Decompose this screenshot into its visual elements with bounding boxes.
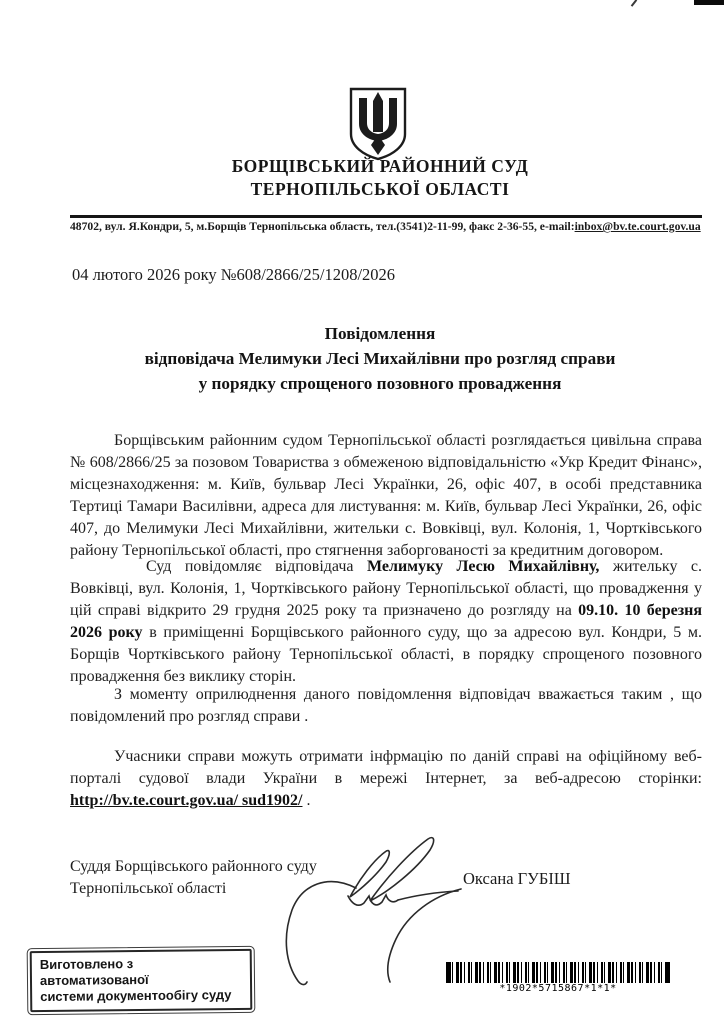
judge-name: Оксана ГУБІШ xyxy=(463,869,571,888)
barcode-text: *1902*5715867*1*1* xyxy=(499,983,617,994)
title-line1: Повідомлення xyxy=(324,324,436,343)
paragraph-notification-statement: З моменту оприлюднення даного повідомлення відповідач вважається таким , що повідомлений про розгляд справи . xyxy=(70,686,702,725)
scan-artifact-corner xyxy=(694,0,724,5)
header-divider-rule xyxy=(70,215,702,218)
court-name-line2: ТЕРНОПІЛЬСЬКОЇ ОБЛАСТІ xyxy=(250,179,510,199)
portal-url-part1: http://bv.te.court.gov.ua/ xyxy=(70,792,239,809)
p2-text-3: в приміщенні Борщівського районного суду, що за адресою вул. Кондри, 5 м. Борщів Чортківського району Тернопільської області, в порядку спрощеного позовного провадження без виклику сторін. xyxy=(70,624,702,685)
document-title xyxy=(58,321,702,396)
court-name-line1: БОРЩІВСЬКИЙ РАЙОННИЙ СУД xyxy=(231,156,529,176)
p2-hearing-date: 09.10. 10 березня 2026 року xyxy=(70,602,702,641)
court-email-link[interactable]: inbox@bv.te.court.gov.ua xyxy=(574,220,701,233)
barcode-bars-icon xyxy=(446,962,670,983)
date-and-case-number: 04 лютого 2026 року №608/2866/25/1208/2026 xyxy=(72,265,396,284)
stamp-line1: Виготовлено з автоматизованої xyxy=(39,956,149,989)
paragraph-hearing-notice xyxy=(70,556,702,688)
p2-text-2: жительку с. Вовківці, вул. Колонія, 1, Чортківського району Тернопільської області, що провадження у цій справі відкрито 29 грудня 2025 року та призначено до розгляду на xyxy=(70,558,703,619)
judge-title-line1: Суддя Борщівського районного суду xyxy=(70,858,317,875)
p2-defendant-name: Мелимуку Лесю Михайлівну, xyxy=(366,558,600,575)
automated-system-stamp xyxy=(30,949,253,1012)
paragraph-web-portal-info xyxy=(70,746,702,812)
title-line3: у порядку спрощеного позовного провадження xyxy=(198,374,562,393)
court-address-line xyxy=(70,220,710,234)
scan-artifact-tick xyxy=(631,0,638,7)
court-name-heading xyxy=(60,155,700,201)
barcode xyxy=(446,962,670,994)
portal-url-part2: sud1902/ xyxy=(242,792,303,809)
p2-text-1: Суд повідомляє відповідача xyxy=(146,558,367,575)
court-portal-url-link[interactable] xyxy=(70,792,302,809)
stamp-line2: системи документообігу суду xyxy=(40,987,232,1005)
handwritten-signature-icon xyxy=(268,834,470,990)
paragraph-case-description: Борщівським районним судом Тернопільської області розглядається цивільна справа № 608/2866/25 за позовом Товариства з обмеженою відповідальністю «Укр Кредит Фінанс», місцезнаходження: м. Київ, бульвар Лесі Українки, 26, офіс 407, в особі представника Тертиці Тамари Василівни, адреса для листування: м. Київ, бульвар Лесі Українки, 26, офіс 407, до Мелимуки Лесі Михайлівни, жительки с. Вовківці, вул. Колонія, 1, Чортківського району Тернопільської області, про стягнення заборгованості за кредитним договором. xyxy=(70,432,702,559)
judge-title-line2: Тернопільської області xyxy=(70,880,227,897)
p4-text: Учасники справи можуть отримати інфрмацію по даній справі на офіційному веб-порталі судової влади України в мережі Інтернет, за веб-адресою сторінки: xyxy=(70,748,702,787)
address-text: 48702, вул. Я.Кондри, 5, м.Борщів Тернопільська область, тел.(3541)2-11-99, факс 2-36-55, e-mail: xyxy=(70,220,575,233)
title-line2: відповідача Мелимуки Лесі Михайлівни про розгляд справи xyxy=(144,349,616,368)
p4-suffix: . xyxy=(302,792,311,809)
ukraine-trident-emblem-icon xyxy=(347,86,409,162)
